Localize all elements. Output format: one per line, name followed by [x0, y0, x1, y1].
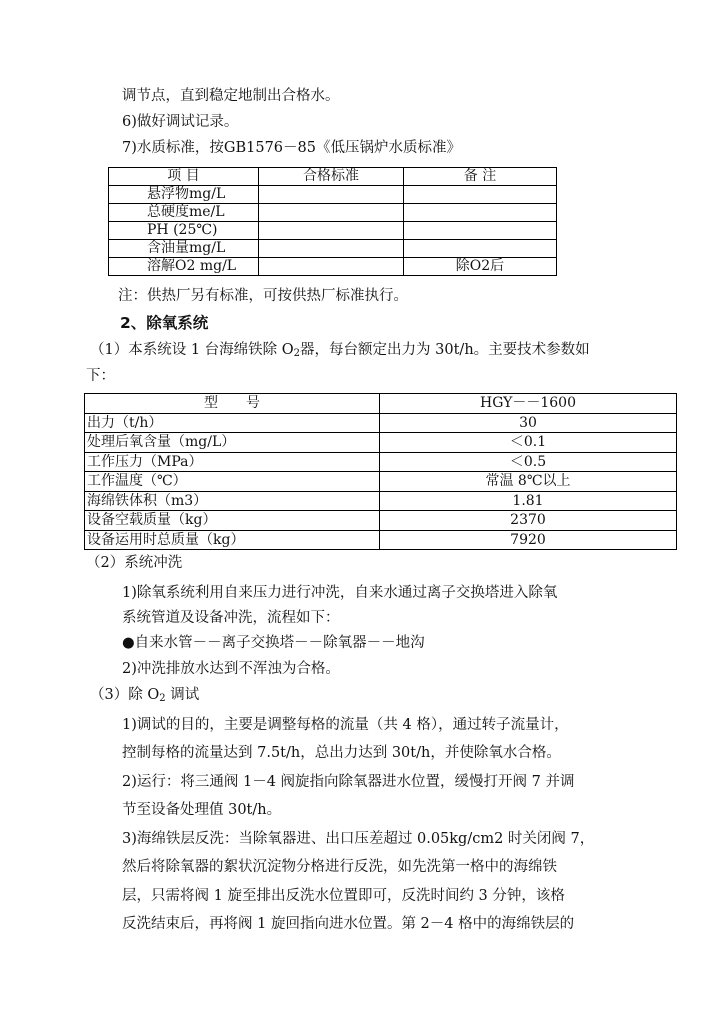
- flow-text: 自来水管－－离子交换塔－－除氧器－－地沟: [134, 635, 425, 651]
- bullet-icon: ●: [122, 635, 135, 651]
- row-standard: [259, 258, 404, 276]
- debug-line-7: 层，只需将阀 1 旋至排出反洗水位置即可，反洗时间约 3 分钟，该格: [122, 888, 565, 904]
- spec-label: 设备运用时总质量（kg）: [85, 530, 380, 550]
- table-note: 注：供热厂另有标准，可按供热厂标准执行。: [118, 288, 408, 304]
- spec-header-label: 型 号: [85, 394, 380, 414]
- spec-label: 海绵铁体积（m3）: [85, 491, 380, 511]
- table-row: [109, 222, 557, 240]
- row-remark: [404, 240, 557, 258]
- intro-line-2: 6)做好调试记录。: [122, 114, 239, 130]
- table-row: [109, 258, 557, 276]
- row-item: PH (25℃): [109, 222, 259, 240]
- row-standard: [259, 222, 404, 240]
- debug-line-8: 反洗结束后，再将阀 1 旋回指向进水位置。第 2－4 格中的海绵铁层的: [122, 916, 575, 932]
- spec-value: 1.81: [380, 491, 677, 511]
- row-remark: [404, 204, 557, 222]
- flush-title: （2）系统冲洗: [86, 555, 183, 571]
- table-row: [85, 413, 677, 433]
- table-row: [85, 433, 677, 453]
- row-standard: [259, 186, 404, 204]
- flush-line-4: 2)冲洗排放水达到不浑浊为合格。: [122, 661, 340, 677]
- para-text-a: （1）本系统设 1 台海绵铁除 O: [90, 342, 294, 358]
- section-title: 2、除氧系统: [120, 314, 209, 332]
- table-row: [85, 491, 677, 511]
- spec-value: 7920: [380, 530, 677, 550]
- para-text-b: 器，每台额定出力为 30t/h。主要技术参数如: [300, 342, 590, 358]
- debug-line-1: 1)调试的目的，主要是调整每格的流量（共 4 格），通过转子流量计，: [122, 717, 569, 733]
- flush-flow: [122, 633, 425, 653]
- water-quality-table: [108, 167, 557, 276]
- header-remark: 备 注: [404, 168, 557, 186]
- table-row: [85, 452, 677, 472]
- spec-header-value: HGY－－1600: [380, 394, 677, 414]
- spec-value: 2370: [380, 511, 677, 531]
- row-remark: 除O2后: [404, 258, 557, 276]
- subscript-2: 2: [159, 693, 166, 704]
- debug-title: [90, 685, 199, 705]
- debug-line-2: 控制每格的流量达到 7.5t/h，总出力达到 30t/h，并使除氧水合格。: [122, 745, 561, 761]
- spec-label: 工作压力（MPa）: [85, 452, 380, 472]
- intro-line-1: 调节点，直到稳定地制出合格水。: [122, 88, 340, 104]
- row-item: 溶解O2 mg/L: [109, 258, 259, 276]
- spec-label: 处理后氧含量（mg/L）: [85, 433, 380, 453]
- table-row: [85, 511, 677, 531]
- section-paragraph-1-cont: 下：: [86, 368, 115, 384]
- table-row: [85, 530, 677, 550]
- flush-line-1: 1)除氧系统利用自来压力进行冲洗，自来水通过离子交换塔进入除氧: [122, 585, 558, 601]
- spec-table: [84, 393, 677, 550]
- intro-line-3: 7)水质标准，按GB1576－85《低压锅炉水质标准》: [122, 140, 461, 156]
- spec-value: 常温 8℃以上: [380, 472, 677, 492]
- spec-label: 出力（t/h）: [85, 413, 380, 433]
- spec-value: 30: [380, 413, 677, 433]
- table-row: [109, 204, 557, 222]
- section-paragraph-1: [90, 340, 590, 360]
- row-remark: [404, 186, 557, 204]
- spec-label: 设备空载质量（kg）: [85, 511, 380, 531]
- row-item: 总硬度me/L: [109, 204, 259, 222]
- flush-line-2: 系统管道及设备冲洗，流程如下：: [122, 610, 340, 626]
- debug-line-3: 2)运行：将三通阀 1－4 阀旋指向除氧器进水位置，缓慢打开阀 7 并调: [122, 774, 575, 790]
- row-item: 含油量mg/L: [109, 240, 259, 258]
- debug-line-5: 3)海绵铁层反洗：当除氧器进、出口压差超过 0.05kg/cm2 时关闭阀 7，: [122, 831, 595, 847]
- debug-title-b: 调试: [165, 687, 200, 703]
- table-header-row: [85, 394, 677, 414]
- table-header-row: [109, 168, 557, 186]
- row-item: 悬浮物mg/L: [109, 186, 259, 204]
- header-item: 项 目: [109, 168, 259, 186]
- row-standard: [259, 240, 404, 258]
- subscript-2: 2: [293, 348, 301, 359]
- spec-value: ＜0.1: [380, 433, 677, 453]
- spec-value: ＜0.5: [380, 452, 677, 472]
- table-row: [109, 240, 557, 258]
- row-standard: [259, 204, 404, 222]
- debug-line-4: 节至设备处理值 30t/h。: [122, 802, 282, 818]
- table-row: [85, 472, 677, 492]
- debug-line-6: 然后将除氧器的絮状沉淀物分格进行反洗，如先洗第一格中的海绵铁: [122, 859, 557, 875]
- table-row: [109, 186, 557, 204]
- row-remark: [404, 222, 557, 240]
- header-standard: 合格标准: [259, 168, 404, 186]
- spec-label: 工作温度（℃）: [85, 472, 380, 492]
- debug-title-a: （3）除 O: [90, 687, 160, 703]
